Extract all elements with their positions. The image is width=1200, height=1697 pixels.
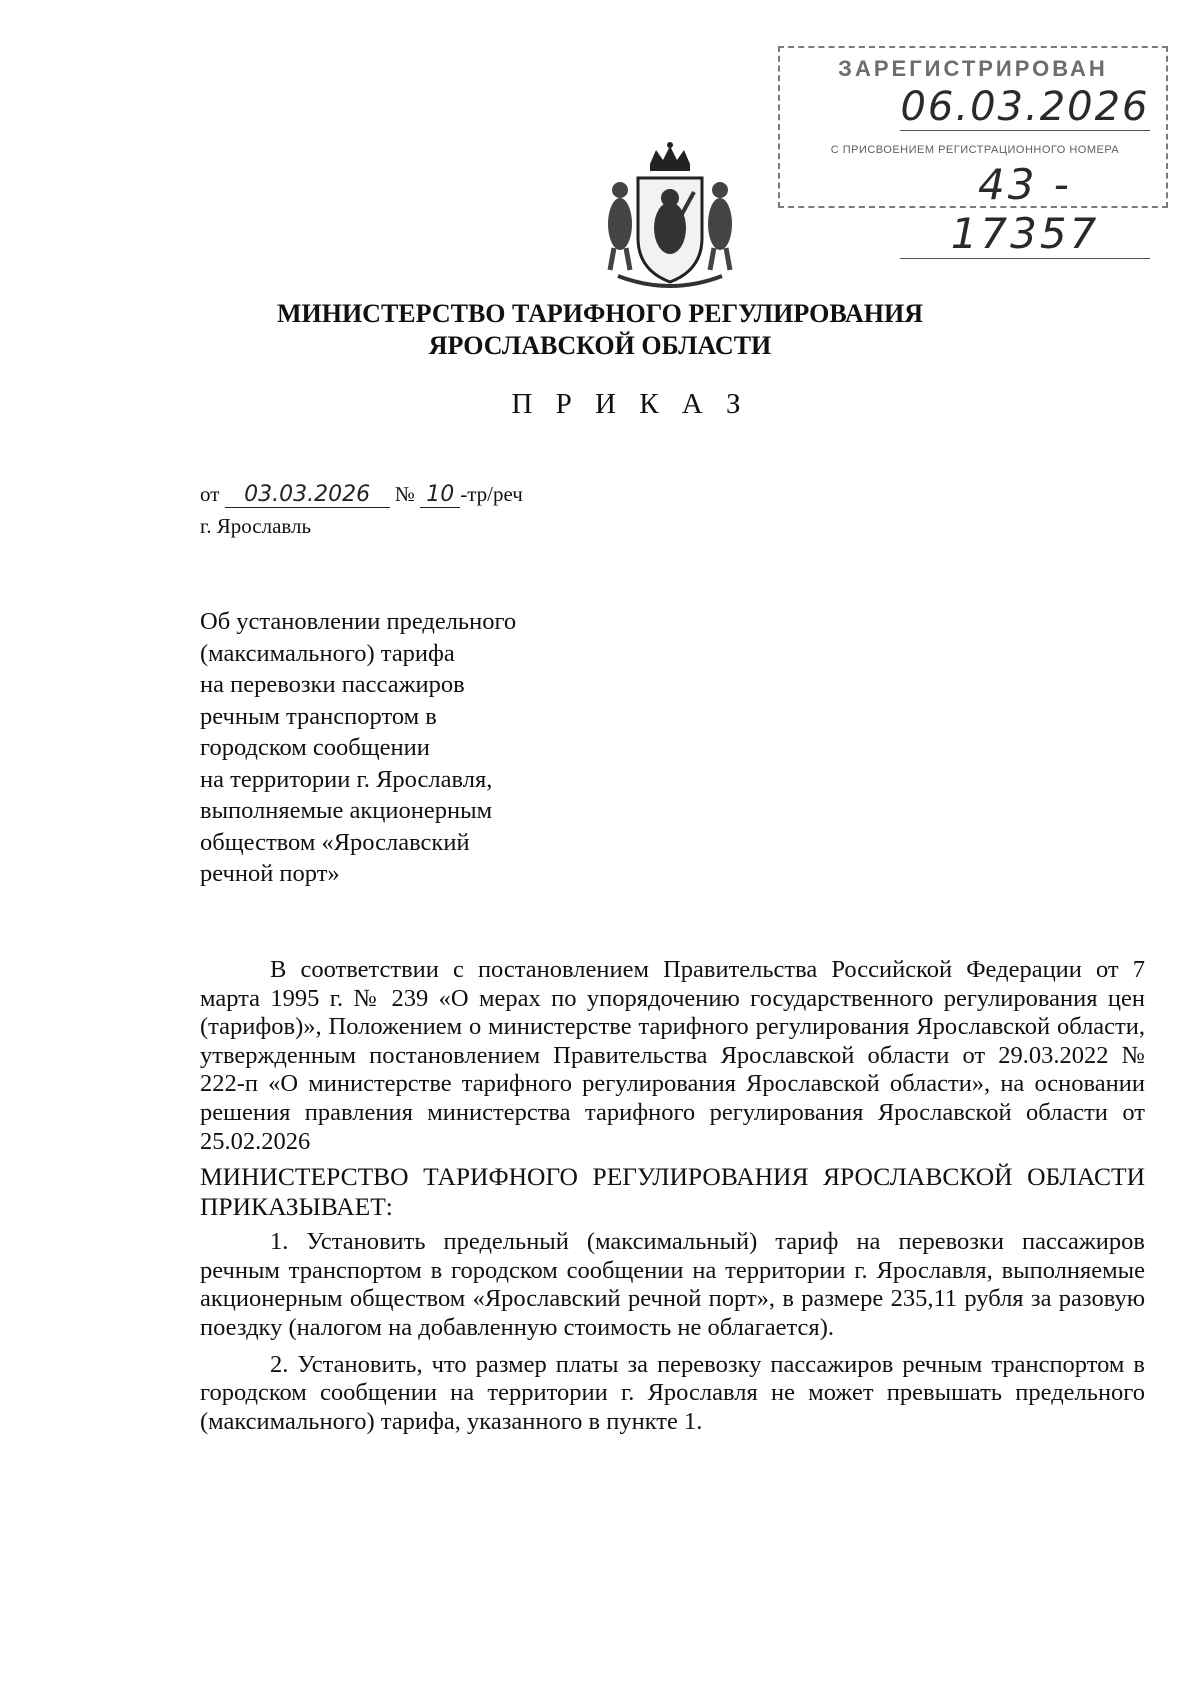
ministry-name-line-1: МИНИСТЕРСТВО ТАРИФНОГО РЕГУЛИРОВАНИЯ bbox=[276, 299, 924, 328]
stamp-caption: С ПРИСВОЕНИЕМ РЕГИСТРАЦИОННОГО НОМЕРА bbox=[830, 144, 1120, 156]
order-date: 03.03.2026 bbox=[225, 482, 390, 508]
order-date-line bbox=[200, 482, 523, 508]
order-number: 10 bbox=[420, 482, 460, 508]
subject-line: обществом «Ярославский bbox=[200, 828, 470, 856]
subject-line: речным транспортом в bbox=[200, 702, 437, 730]
registration-stamp bbox=[778, 46, 1168, 258]
subject-line: городском сообщении bbox=[200, 734, 430, 761]
subject-line: на перевозки пассажиров bbox=[200, 671, 465, 698]
order-item-1: 1. Установить предельный (максимальный) тариф на перевозки пассажиров речным транспортом в городском сообщении на территории г. Ярославля, выполняемые акционерным обществом «Ярославский речной порт», в размере 235,11 рубля за разовую поездку (налогом на добавленную стоимость не облагается). bbox=[200, 1228, 1145, 1341]
stamp-date: 06.03.2026 bbox=[900, 84, 1150, 130]
stamp-title: ЗАРЕГИСТРИРОВАН bbox=[838, 56, 1108, 81]
subject-line: выполняемые акционерным bbox=[200, 797, 493, 824]
order-body bbox=[200, 956, 1145, 1444]
subject-line: речной порт» bbox=[200, 860, 340, 887]
from-label: от bbox=[200, 482, 220, 506]
preamble-paragraph: В соответствии с постановлением Правительства Российской Федерации от 7 марта 1995 г. № 239 «О мерах по упорядочению государственного регулирования цен (тарифов)», Положением о министерстве тарифного регулирования Ярославской области, утвержденным постановлением Правительства Ярославской области от 29.03.2022 № 222-п «О министерстве тарифного регулирования Ярославской области», на основании решения правления министерства тарифного регулирования Ярославской области от 25.02.2026 bbox=[200, 956, 1145, 1155]
ministry-name-line-2: ЯРОСЛАВСКОЙ ОБЛАСТИ bbox=[428, 331, 772, 360]
order-item-2: 2. Установить, что размер платы за перевозку пассажиров речным транспортом в городском сообщении на территории г. Ярославля не может превышать предельного (максимального) тарифа, указанного в пункте 1. bbox=[200, 1350, 1145, 1435]
number-label: № bbox=[394, 482, 415, 506]
coat-of-arms-icon bbox=[600, 142, 740, 294]
city: г. Ярославль bbox=[200, 514, 312, 538]
decree-statement: МИНИСТЕРСТВО ТАРИФНОГО РЕГУЛИРОВАНИЯ ЯРОСЛАВСКОЙ ОБЛАСТИ ПРИКАЗЫВАЕТ: bbox=[200, 1162, 1145, 1222]
subject-line: на территории г. Ярославля, bbox=[200, 765, 493, 793]
stamp-registration-number: 43 - 17357 bbox=[900, 160, 1150, 259]
document-type-title: П Р И К А З bbox=[511, 388, 749, 420]
order-subject bbox=[200, 606, 600, 890]
subject-line: (максимального) тарифа bbox=[200, 639, 455, 667]
subject-line: Об установлении предельного bbox=[200, 608, 517, 635]
order-number-suffix: -тр/реч bbox=[460, 482, 523, 506]
